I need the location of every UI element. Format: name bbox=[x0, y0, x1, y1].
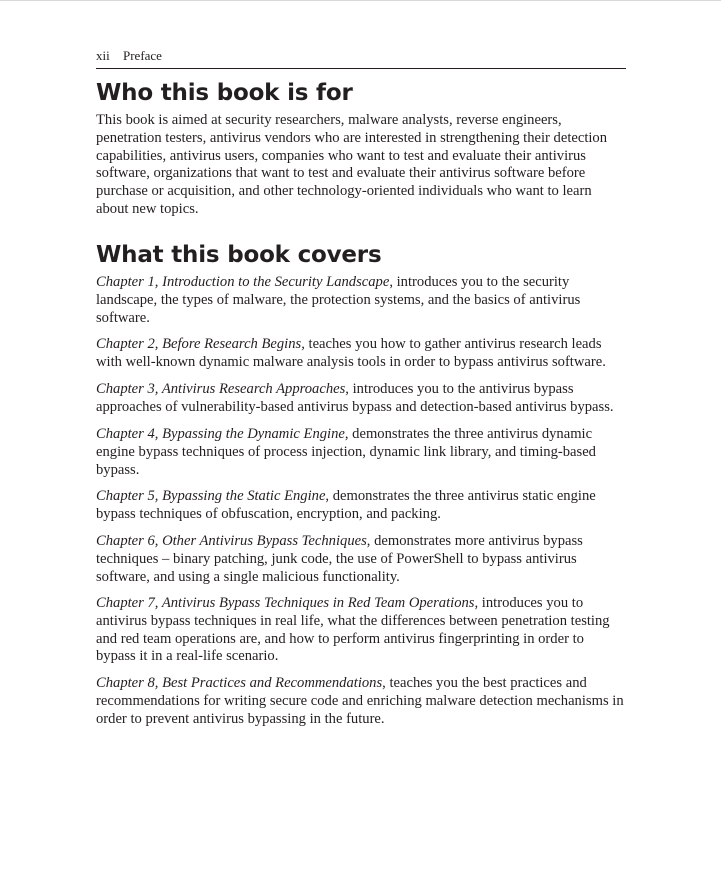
page-number: xii bbox=[96, 48, 110, 63]
chapter-8-desc: , teaches you the best practices and recommendations for writing secure code and enriching malware detection mechanisms in order to prevent antivirus bypassing in the future. bbox=[96, 675, 624, 727]
chapter-2-title: Chapter 2, Before Research Begins bbox=[96, 336, 302, 352]
chapter-6-entry bbox=[96, 533, 626, 586]
chapter-4-entry bbox=[96, 426, 626, 479]
chapter-8-title: Chapter 8, Best Practices and Recommendations bbox=[96, 675, 383, 691]
chapter-7-title: Chapter 7, Antivirus Bypass Techniques in Red Team Operations bbox=[96, 595, 475, 611]
chapter-1-title: Chapter 1, Introduction to the Security Landscape bbox=[96, 274, 390, 290]
chapter-6-title: Chapter 6, Other Antivirus Bypass Techniques bbox=[96, 533, 367, 549]
chapter-3-entry bbox=[96, 381, 626, 417]
running-header-section: Preface bbox=[122, 48, 162, 63]
chapter-8-entry bbox=[96, 675, 626, 728]
chapter-5-desc: , demonstrates the three antivirus static engine bypass techniques of obfuscation, encryption, and packing. bbox=[96, 488, 596, 522]
chapter-4-desc: , demonstrates the three antivirus dynamic engine bypass techniques of process injection, dynamic link library, and timing-based bypass. bbox=[96, 426, 596, 478]
chapter-5-entry bbox=[96, 488, 626, 524]
chapter-7-entry bbox=[96, 595, 626, 666]
chapter-3-desc: , introduces you to the antivirus bypass approaches of vulnerability-based antivirus bypass and detection-based antivirus bypass. bbox=[96, 381, 614, 415]
running-header bbox=[96, 48, 626, 69]
who-heading: Who this book is for bbox=[96, 80, 353, 106]
chapter-2-entry bbox=[96, 336, 626, 372]
chapter-4-title: Chapter 4, Bypassing the Dynamic Engine bbox=[96, 426, 345, 442]
covers-heading: What this book covers bbox=[96, 242, 382, 268]
chapter-2-desc: , teaches you how to gather antivirus research leads with well-known dynamic malware analysis tools in order to bypass antivirus software. bbox=[96, 336, 606, 370]
chapter-1-desc: , introduces you to the security landscape, the types of malware, the protection systems, and the basics of antivirus software. bbox=[96, 274, 581, 326]
chapter-1-entry bbox=[96, 274, 626, 327]
top-border bbox=[0, 0, 721, 1]
chapter-7-desc: , introduces you to antivirus bypass techniques in real life, what the differences between penetration testing and red team operations are, and how to perform antivirus fingerprinting in order to bypass it in a real-life scenario. bbox=[96, 595, 610, 665]
chapter-3-title: Chapter 3, Antivirus Research Approaches bbox=[96, 381, 346, 397]
chapter-5-title: Chapter 5, Bypassing the Static Engine bbox=[96, 488, 326, 504]
chapter-6-desc: , demonstrates more antivirus bypass techniques – binary patching, junk code, the use of PowerShell to bypass antivirus software, and using a single malicious functionality. bbox=[96, 533, 583, 585]
who-body: This book is aimed at security researchers, malware analysts, reverse engineers, penetration testers, antivirus vendors who are interested in strengthening their detection capabilities, antivirus users, companies who want to test and evaluate their antivirus software, organizations that want to test and evaluate their antivirus software before purchase or acquisition, and other technology-oriented individuals who want to learn about new topics. bbox=[96, 112, 608, 217]
